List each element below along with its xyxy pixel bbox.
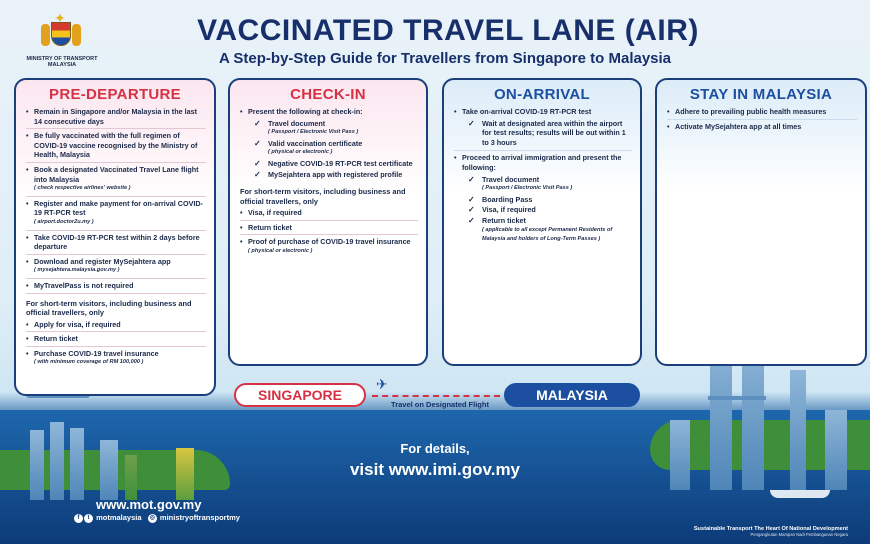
list-item: • Proceed to arrival immigration and present the following: ✓ Travel document ( Passport / Electronic Visit Pass ) ✓ Boarding Pass ✓ Visa, if required ✓ Return ticket ( applicable to all except Permanent Residents of Malaysia and holders of Long-Term Passes ) — [454, 153, 632, 247]
page-title: VACCINATED TRAVEL LANE (AIR) — [197, 14, 699, 47]
check-item: ✓ Travel document ( Passport / Electronic Visit Pass ) — [254, 119, 418, 138]
origin-label-singapore: SINGAPORE — [234, 383, 366, 407]
pre-departure-list — [16, 103, 214, 294]
list-item: • Be fully vaccinated with the full regimen of COVID-19 vaccine recognised by the Ministry of Health, Malaysia — [26, 131, 206, 163]
on-arrival-list — [444, 103, 640, 248]
social-handle[interactable]: motmalaysia — [96, 513, 142, 522]
list-item: • Adhere to prevailing public health measures — [667, 107, 857, 120]
ministry-name: MINISTRY OF TRANSPORT MALAYSIA — [26, 56, 98, 68]
list-item: • Download and register MySejahtera app ( mysejahtera.malaysia.gov.my ) — [26, 257, 206, 279]
panel-title: PRE-DEPARTURE — [49, 86, 181, 103]
panel-on-arrival — [442, 78, 642, 366]
short-term-list — [230, 208, 426, 258]
short-term-heading: For short-term visitors, including business and official travellers, only — [240, 187, 406, 206]
check-item: ✓ Boarding Pass — [468, 195, 632, 205]
list-item: • Visa, if required — [240, 208, 418, 221]
destination-label-malaysia: MALAYSIA — [504, 383, 640, 407]
list-item: • Proof of purchase of COVID-19 travel insurance ( physical or electronic ) — [240, 237, 418, 258]
facebook-icon[interactable]: f — [74, 514, 83, 523]
list-item: • MyTravelPass is not required — [26, 281, 206, 294]
airplane-icon: ✈ — [376, 376, 388, 392]
list-item: • Activate MySejahtera app at all times — [667, 122, 857, 134]
check-in-list — [230, 103, 426, 182]
flight-path-line — [372, 395, 500, 397]
panel-stay-in-malaysia — [655, 78, 867, 366]
panel-check-in — [228, 78, 428, 366]
check-in-checklist — [248, 117, 418, 180]
instagram-icon[interactable]: ◎ — [149, 514, 155, 521]
short-term-heading: For short-term visitors, including business and official travellers, only — [26, 298, 192, 317]
list-item: • Apply for visa, if required — [26, 320, 206, 333]
coat-of-arms-logo — [40, 10, 82, 54]
panel-title: STAY IN MALAYSIA — [689, 86, 833, 103]
star-crescent-icon: ✦ — [54, 10, 66, 26]
list-item: • Book a designated Vaccinated Travel Lane flight into Malaysia ( check respective airlines' website ) — [26, 165, 206, 197]
twitter-icon[interactable]: t — [84, 514, 93, 523]
immigration-checklist — [462, 173, 632, 245]
panel-title: ON-ARRIVAL — [493, 86, 591, 103]
panel-title: CHECK-IN — [290, 86, 366, 103]
check-item: ✓ Return ticket ( applicable to all except Permanent Residents of Malaysia and holders of Long-Term Passes ) — [468, 216, 632, 245]
list-item: • Present the following at check-in: ✓ Travel document ( Passport / Electronic Visit Pass ) ✓ Valid vaccination certificate ( physical or electronic ) ✓ Negative COVID-19 RT-PCR test certificate ✓ MySejahtera app with registered profile — [240, 107, 418, 182]
tiger-left-icon — [41, 24, 50, 46]
check-item: ✓ Wait at designated area within the airport for test results; results will be out within 1 to 3 hours — [468, 119, 632, 148]
check-item: ✓ MySejahtera app with registered profile — [254, 170, 418, 180]
check-item: ✓ Valid vaccination certificate ( physical or electronic ) — [254, 139, 418, 158]
page-subtitle: A Step-by-Step Guide for Travellers from Singapore to Malaysia — [218, 50, 672, 67]
details-link[interactable]: visit www.imi.gov.my — [349, 460, 521, 479]
check-item: ✓ Visa, if required — [468, 205, 632, 215]
list-item: • Take COVID-19 RT-PCR test within 2 days before departure — [26, 233, 206, 255]
check-item: ✓ Negative COVID-19 RT-PCR test certificate — [254, 159, 418, 169]
tagline: Sustainable Transport The Heart Of National Development Pengangkutan Mampan Nadi Pembangunan Negara — [693, 526, 848, 537]
list-item: • Purchase COVID-19 travel insurance ( with minimum coverage of RM 100,000 ) — [26, 349, 206, 370]
list-item: • Remain in Singapore and/or Malaysia in the last 14 consecutive days — [26, 107, 206, 129]
stay-list — [657, 103, 865, 133]
social-handle[interactable]: ministryoftransportmy — [159, 513, 240, 522]
check-item: ✓ Travel document ( Passport / Electronic Visit Pass ) — [468, 175, 632, 194]
list-item: • Register and make payment for on-arrival COVID-19 RT-PCR test ( airport.doctor2u.my ) — [26, 199, 206, 231]
list-item: • Return ticket — [26, 334, 206, 347]
tiger-right-icon — [72, 24, 81, 46]
social-handles — [74, 513, 240, 523]
details-text: For details, — [400, 441, 470, 456]
list-item: • Take on-arrival COVID-19 RT-PCR test ✓ Wait at designated area within the airport for test results; results will be out within 1 to 3 hours — [454, 107, 632, 151]
flight-label: Travel on Designated Flight — [391, 400, 489, 409]
short-term-list — [16, 320, 214, 370]
test-checklist — [462, 117, 632, 148]
boat-icon — [770, 490, 830, 498]
mot-website-link[interactable]: www.mot.gov.my — [96, 497, 202, 512]
panel-pre-departure — [14, 78, 216, 396]
list-item: • Return ticket — [240, 223, 418, 236]
